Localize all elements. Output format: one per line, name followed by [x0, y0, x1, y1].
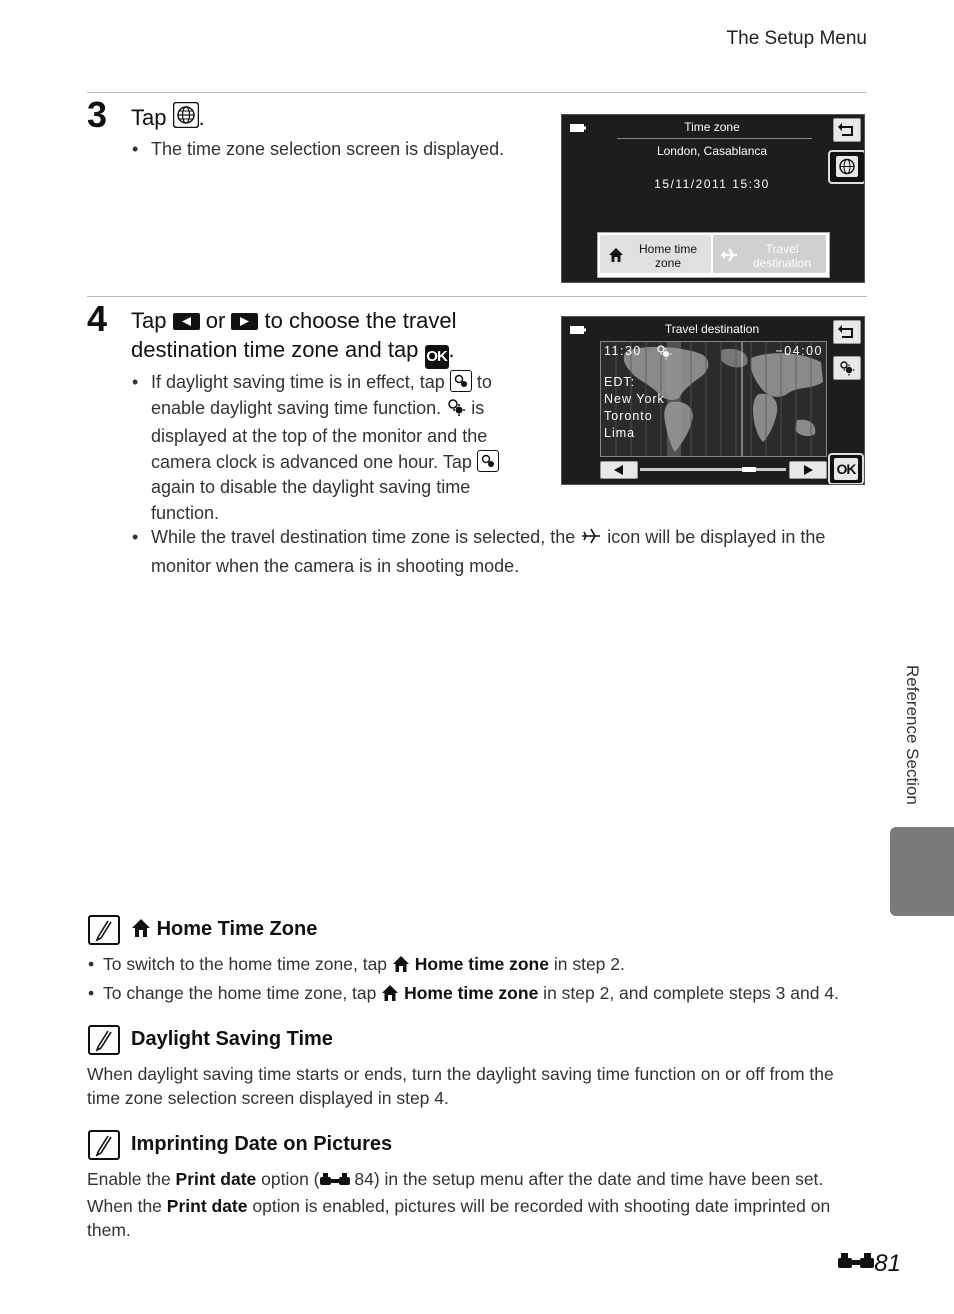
- daylight-saving-button-icon: [450, 370, 472, 392]
- return-icon: [834, 321, 860, 343]
- reference-book-icon: [838, 1250, 874, 1278]
- ok-icon: OK: [425, 345, 449, 369]
- section-tab: [890, 827, 954, 916]
- daylight-saving-icon: [834, 357, 860, 379]
- home-icon: [392, 955, 410, 979]
- daylight-saving-button-icon: [477, 450, 499, 472]
- home-city: London, Casablanca: [656, 144, 768, 158]
- screen-title: Time zone: [684, 120, 740, 134]
- airplane-icon: [720, 247, 738, 263]
- section-side-label: Reference Section: [903, 665, 922, 805]
- home-icon: [381, 984, 399, 1008]
- divider: [87, 296, 867, 297]
- note-title-daylight-saving: Daylight Saving Time: [131, 1028, 333, 1050]
- globe-icon: [173, 102, 199, 135]
- battery-icon: [570, 123, 586, 133]
- globe-button[interactable]: [828, 150, 865, 184]
- time-zone-screen: [561, 114, 865, 283]
- note-2-body: When daylight saving time starts or ends, turn the daylight saving time function on or off from the time zone selection screen displayed in step 4.: [87, 1064, 834, 1108]
- reference-book-icon: [320, 1170, 350, 1194]
- next-zone-button[interactable]: [789, 461, 827, 479]
- step-4-bullet-1: • If daylight saving time is in effect, tap to enable daylight saving time function. is displayed at the top of the monitor and the camera clock is advanced one hour. Tap again to disable the daylight saving time function.: [151, 370, 526, 526]
- return-icon: [834, 119, 860, 141]
- zone-info: EDT: New York Toronto Lima: [604, 375, 665, 440]
- page-number: 81: [838, 1250, 901, 1278]
- travel-destination-screen: [561, 316, 865, 485]
- daylight-saving-button[interactable]: [833, 356, 861, 380]
- daylight-saving-icon: [446, 397, 466, 425]
- step-4-bullet-2: • While the travel destination time zone is selected, the icon will be displayed in the monitor when the camera is in shooting mode.: [151, 525, 871, 579]
- running-header: The Setup Menu: [726, 28, 867, 49]
- note-1-bullet-1: • To switch to the home time zone, tap Home time zone in step 2.: [103, 952, 883, 979]
- back-button[interactable]: [833, 118, 861, 142]
- left-arrow-icon: [173, 313, 200, 330]
- step-3-number: 3: [87, 94, 108, 135]
- ok-button[interactable]: OK: [828, 453, 864, 485]
- screen-title: Travel destination: [664, 322, 760, 336]
- slider-handle[interactable]: [742, 467, 756, 472]
- step-3-bullet: • The time zone selection screen is displayed.: [151, 137, 531, 163]
- previous-zone-button[interactable]: [600, 461, 638, 479]
- note-1-bullet-2: • To change the home time zone, tap Home time zone in step 2, and complete steps 3 and 4.: [103, 981, 883, 1008]
- note-pencil-icon: [88, 1025, 120, 1055]
- step-4-number: 4: [87, 298, 108, 339]
- daylight-saving-icon: [656, 344, 672, 360]
- local-time: 11:30: [604, 344, 642, 358]
- globe-icon: [830, 152, 864, 182]
- home-time-zone-button[interactable]: Home time zone: [600, 235, 711, 273]
- title-underline: [617, 138, 812, 139]
- note-pencil-icon: [88, 1130, 120, 1160]
- right-arrow-icon: [231, 313, 258, 330]
- right-arrow-icon: [790, 462, 826, 478]
- travel-destination-button[interactable]: Travel destination: [713, 235, 826, 273]
- date-time: 15/11/2011 15:30: [654, 177, 770, 191]
- left-arrow-icon: [601, 462, 637, 478]
- divider: [87, 92, 867, 93]
- utc-offset: −04:00: [775, 344, 823, 358]
- home-icon: [131, 918, 151, 944]
- zone-toggle-bar: [597, 232, 830, 278]
- step-4-instruction: Tap or to choose the travel destination time zone and tap OK.: [131, 306, 531, 369]
- back-button[interactable]: [833, 320, 861, 344]
- note-title-imprinting-date: Imprinting Date on Pictures: [131, 1133, 393, 1155]
- home-icon: [608, 247, 624, 263]
- travel-airplane-icon: [580, 526, 602, 554]
- note-pencil-icon: [88, 915, 120, 945]
- battery-icon: [570, 325, 586, 335]
- zone-slider[interactable]: [640, 468, 786, 471]
- note-3-body: Enable the Print date option ( 84) in the setup menu after the date and time have been set. When the Print date option is enabled, pictures will be recorded with shooting date imprinted on them.: [87, 1169, 831, 1240]
- world-map: [600, 341, 827, 457]
- step-3-instruction: Tap .: [131, 102, 205, 135]
- note-title-home-time-zone: Home Time Zone: [131, 918, 317, 944]
